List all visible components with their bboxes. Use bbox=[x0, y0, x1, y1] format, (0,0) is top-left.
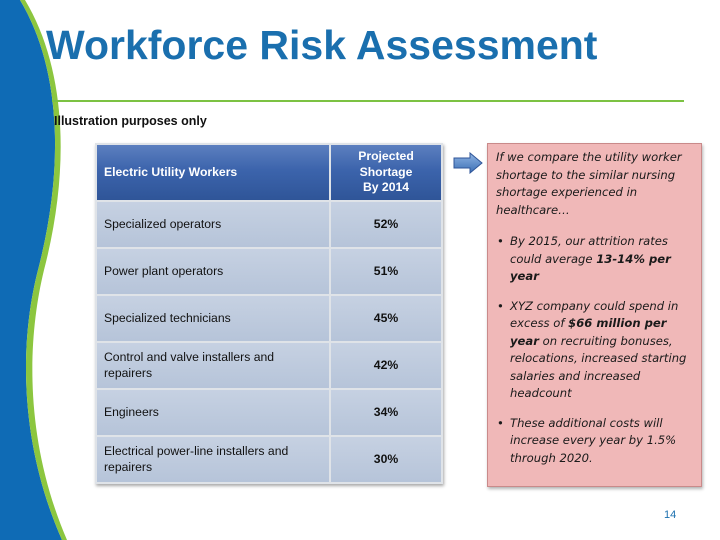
slide-subtitle: Illustration purposes only bbox=[54, 114, 207, 128]
row-value: 45% bbox=[331, 296, 441, 341]
left-decoration bbox=[0, 0, 90, 540]
row-label: Control and valve installers and repairers bbox=[97, 343, 329, 388]
header-shortage bbox=[331, 145, 441, 200]
shortage-table bbox=[95, 143, 443, 484]
row-value: 51% bbox=[331, 249, 441, 294]
row-value: 30% bbox=[331, 437, 441, 482]
header-shortage-line-1: Projected bbox=[358, 148, 414, 163]
row-value: 52% bbox=[331, 202, 441, 247]
callout-intro: If we compare the utility worker shortage to the similar nursing shortage experienced in healthcare… bbox=[496, 150, 682, 217]
callout-box bbox=[487, 143, 702, 487]
row-value: 42% bbox=[331, 343, 441, 388]
title-divider bbox=[52, 100, 684, 102]
callout-bullet-attrition: • By 2015, our attrition rates could average 13-14% per year bbox=[510, 233, 693, 286]
header-workers: Electric Utility Workers bbox=[97, 145, 329, 200]
row-label: Engineers bbox=[97, 390, 329, 435]
row-label: Electrical power-line installers and repairers bbox=[97, 437, 329, 482]
header-shortage-line-3: By 2014 bbox=[362, 180, 410, 195]
row-value: 34% bbox=[331, 390, 441, 435]
slide-title: Workforce Risk Assessment bbox=[46, 22, 598, 68]
row-label: Specialized technicians bbox=[97, 296, 329, 341]
page-number: 14 bbox=[664, 509, 677, 521]
callout-bullet-cost: • XYZ company could spend in excess of $66 million per year on recruiting bonuses, relocations, increased starting salaries and increased headcount bbox=[510, 298, 693, 403]
callout-bullet-increase: • These additional costs will increase every year by 1.5% through 2020. bbox=[510, 415, 693, 468]
right-arrow-icon bbox=[453, 152, 483, 174]
row-label: Power plant operators bbox=[97, 249, 329, 294]
callout-bullets bbox=[496, 233, 693, 467]
header-shortage-line-2: Shortage bbox=[359, 164, 413, 179]
row-label: Specialized operators bbox=[97, 202, 329, 247]
